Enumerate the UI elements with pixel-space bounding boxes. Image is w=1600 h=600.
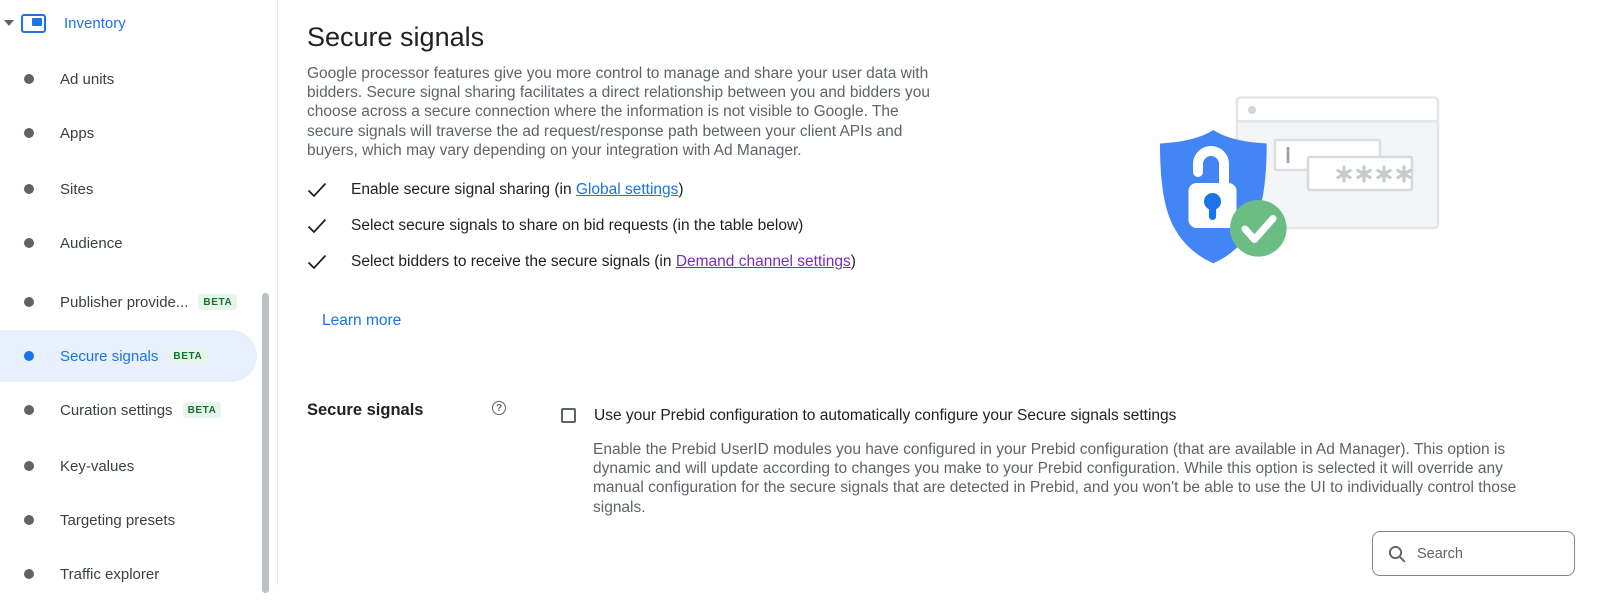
checklist bbox=[307, 180, 856, 288]
sidebar-item-traffic-explorer[interactable] bbox=[0, 548, 257, 600]
bullet-icon bbox=[24, 297, 34, 307]
bullet-icon bbox=[24, 461, 34, 471]
prebid-config-description: Enable the Prebid UserID modules you have configured in your Prebid configuration (that are available in Ad Manager). This option is dynamic and will update according to changes you make to your Prebid configuration. While this option is selected it will override any manual configuration for the secure signals that are detected in Prebid, and you won't be able to use the UI to individually control those signals. bbox=[593, 441, 1517, 516]
checklist-text-pre: Select secure signals to share on bid requests (in the table below) bbox=[351, 217, 804, 234]
checklist-text-post: ) bbox=[850, 253, 856, 270]
demand-channel-settings-link[interactable]: Demand channel settings bbox=[675, 253, 851, 270]
checklist-item bbox=[307, 216, 856, 236]
sidebar-item-label: Secure signals bbox=[60, 347, 159, 365]
checklist-item-text bbox=[351, 253, 856, 271]
sidebar-item-label: Targeting presets bbox=[60, 511, 176, 529]
bullet-icon bbox=[24, 128, 34, 138]
bullet-icon bbox=[24, 405, 34, 415]
inventory-icon bbox=[21, 14, 46, 33]
sidebar-scrollbar[interactable] bbox=[262, 293, 269, 593]
bullet-icon bbox=[24, 351, 34, 361]
search-box[interactable] bbox=[1372, 531, 1575, 576]
beta-badge: BETA bbox=[168, 348, 207, 364]
page-title: Secure signals bbox=[307, 22, 485, 52]
chevron-down-icon[interactable] bbox=[4, 20, 14, 26]
sidebar-item-secure-signals[interactable] bbox=[0, 330, 257, 382]
sidebar-item-targeting-presets[interactable] bbox=[0, 494, 257, 546]
checkmark-icon bbox=[307, 182, 327, 198]
sidebar-item-label: Ad units bbox=[60, 70, 115, 88]
sidebar-item-label: Inventory bbox=[64, 14, 126, 32]
sidebar-item-publisher-provided[interactable] bbox=[0, 276, 257, 328]
checklist-item-text bbox=[351, 217, 803, 235]
beta-badge: BETA bbox=[198, 294, 237, 310]
sidebar-item-label: Sites bbox=[60, 180, 94, 198]
checklist-item-text bbox=[351, 181, 684, 199]
sidebar bbox=[0, 0, 278, 585]
sidebar-item-sites[interactable] bbox=[0, 163, 257, 215]
sidebar-item-label: Audience bbox=[60, 234, 123, 252]
checklist-item bbox=[307, 252, 856, 272]
inventory-icon-inner bbox=[32, 18, 42, 26]
sidebar-item-apps[interactable] bbox=[0, 107, 257, 159]
sidebar-item-label: Curation settings bbox=[60, 401, 173, 419]
sidebar-item-key-values[interactable] bbox=[0, 440, 257, 492]
checklist-text-pre: Select bidders to receive the secure signals (in bbox=[351, 253, 676, 270]
checklist-item bbox=[307, 180, 856, 200]
secure-signals-illustration bbox=[1130, 60, 1460, 290]
sidebar-item-curation-settings[interactable] bbox=[0, 384, 257, 436]
check-badge-icon bbox=[1230, 200, 1287, 257]
sidebar-item-audience[interactable] bbox=[0, 217, 257, 269]
intro-text: Google processor features give you more control to manage and share your user data with bidders. Secure signal sharing facilitates a direct relationship between you and bidders you choose across a secure connection where the information is not visible to Google. The secure signals will traverse the ad request/response path between your client APIs and buyers, which may vary depending on your integration with Ad Manager. bbox=[307, 65, 930, 159]
help-icon[interactable]: ? bbox=[492, 401, 506, 415]
settings-section-label: Secure signals bbox=[307, 401, 424, 419]
beta-badge: BETA bbox=[183, 402, 222, 418]
checkmark-icon bbox=[307, 254, 327, 270]
global-settings-link[interactable]: Global settings bbox=[575, 181, 679, 198]
sidebar-item-ad-units[interactable] bbox=[0, 53, 257, 105]
search-input[interactable] bbox=[1417, 546, 1562, 562]
sidebar-item-label: Key-values bbox=[60, 457, 135, 475]
bullet-icon bbox=[24, 238, 34, 248]
checkmark-icon bbox=[307, 218, 327, 234]
bullet-icon bbox=[24, 184, 34, 194]
prebid-config-checkbox-label: Use your Prebid configuration to automatically configure your Secure signals settings bbox=[594, 407, 1177, 424]
learn-more-link[interactable]: Learn more bbox=[322, 312, 402, 329]
bullet-icon bbox=[24, 515, 34, 525]
sidebar-item-label: Traffic explorer bbox=[60, 565, 160, 583]
search-icon bbox=[1388, 545, 1406, 563]
sidebar-item-label: Publisher provide... bbox=[60, 293, 189, 311]
bullet-icon bbox=[24, 74, 34, 84]
checklist-text-post: ) bbox=[678, 181, 684, 198]
window-dot-icon bbox=[1248, 106, 1256, 114]
prebid-config-checkbox[interactable] bbox=[561, 408, 576, 423]
sidebar-item-inventory[interactable] bbox=[0, 0, 257, 49]
bullet-icon bbox=[24, 569, 34, 579]
checklist-text-pre: Enable secure signal sharing (in bbox=[351, 181, 576, 198]
sidebar-item-label: Apps bbox=[60, 124, 95, 142]
